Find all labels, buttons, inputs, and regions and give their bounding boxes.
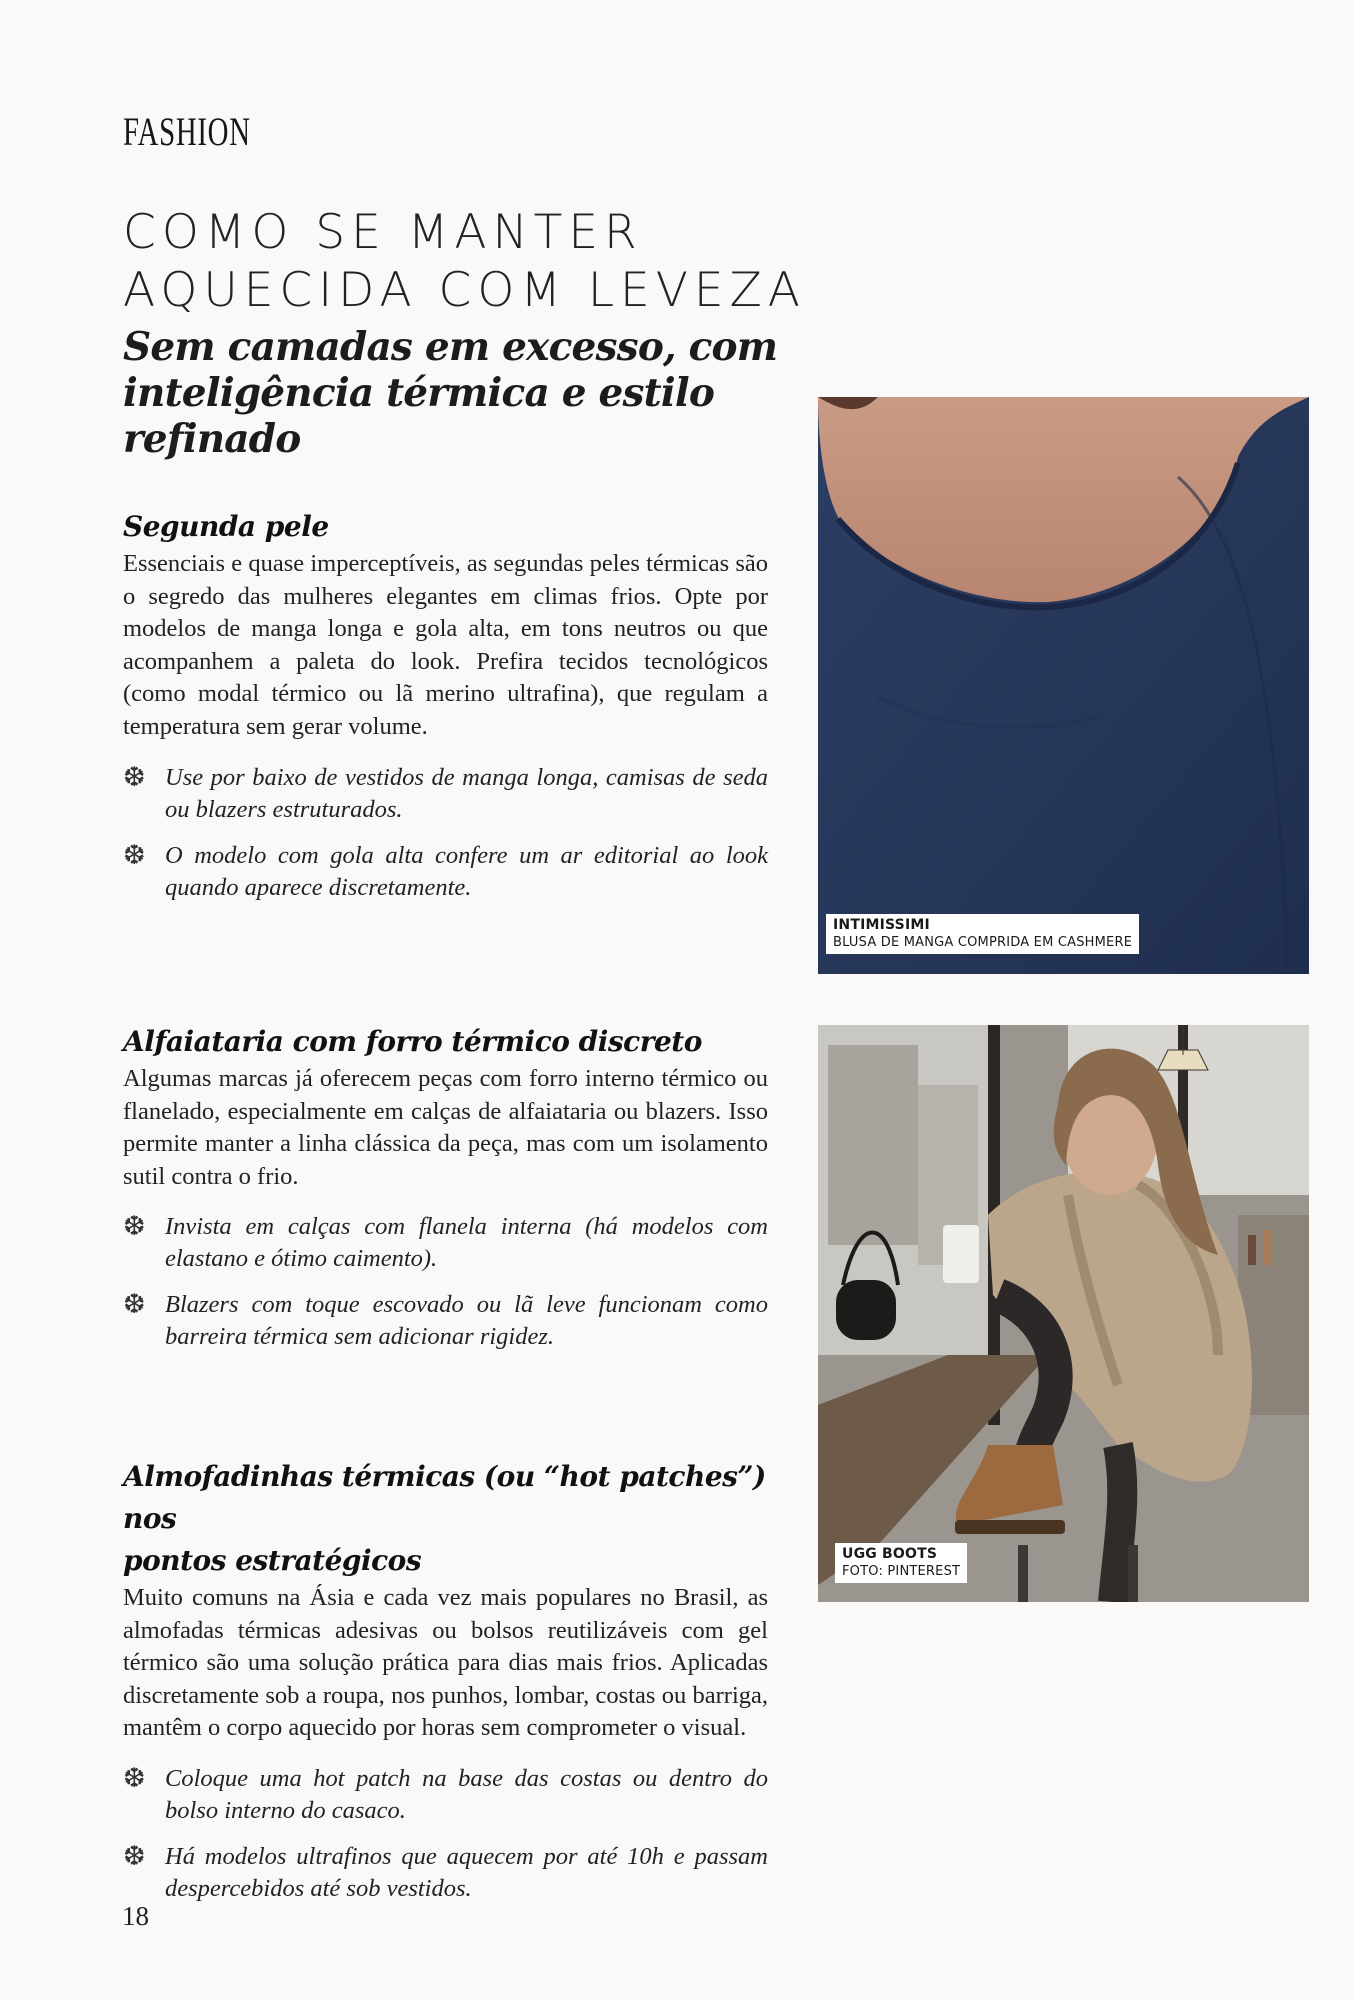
title-line-1: COMO SE MANTER [123,205,643,260]
section-body: Algumas marcas já oferecem peças com forro interno térmico ou flanelado, especialmente em calças de alfaiataria ou blazers. Isso permite manter a linha clássica da peça, mas com um isolamento sutil contra o frio. [123,1065,768,1190]
photo-navy-blouse [818,397,1309,974]
tip-text: Use por baixo de vestidos de manga longa, camisas de seda ou blazers estruturados. [165,763,768,823]
tip-item [123,1841,768,1905]
tip-item [123,1211,768,1275]
section-alfaiataria [123,1021,768,1367]
tip-text: Há modelos ultrafinos que aquecem por até 10h e passam despercebidos até sob vestidos. [165,1842,768,1902]
navy-blouse-illustration [818,397,1309,974]
photo-ugg-boots [818,1025,1309,1602]
section-segunda-pele [123,506,768,918]
heading-line-2: pontos estratégicos [123,1544,422,1577]
subtitle-line-2: inteligência térmica e estilo refinado [123,370,715,462]
section-almofadinhas [123,1456,768,1919]
tips-list [123,762,768,904]
section-body: Muito comuns na Ásia e cada vez mais populares no Brasil, as almofadas térmicas adesivas ou bolsos reutilizáveis com gel térmico são uma solução prática para dias mais frios. Aplicadas discretamente sob a roupa, nos punhos, lombar, costas ou barriga, mantêm o corpo aquecido por horas sem comprometer o visual. [123,1584,768,1742]
snowflake-icon: ❆ [123,839,146,871]
caption-brand: UGG BOOTS [842,1546,938,1562]
heading-line-1: Almofadinhas térmicas (ou “hot patches”) nos [123,1460,766,1535]
tips-list [123,1211,768,1353]
article-title [123,204,843,320]
tip-text: Blazers com toque escovado ou lã leve funcionam como barreira térmica sem adicionar rigidez. [165,1291,768,1351]
tip-item [123,762,768,826]
snowflake-icon: ❆ [123,761,146,793]
tip-item [123,840,768,904]
section-heading: Segunda pele [123,510,329,543]
snowflake-icon: ❆ [123,1289,146,1321]
section-body: Essenciais e quase imperceptíveis, as segundas peles térmicas são o segredo das mulheres elegantes em climas frios. Opte por modelos de manga longa e gola alta, em tons neutros ou que acompanhem a paleta do look. Prefira tecidos tecnológicos (como modal térmico ou lã merino ultrafina), que regulam a temperatura sem gerar volume. [123,550,768,740]
tips-list [123,1763,768,1905]
article-subtitle [123,324,803,462]
snowflake-icon: ❆ [123,1762,146,1794]
tip-item [123,1289,768,1353]
section-heading: Alfaiataria com forro térmico discreto [123,1025,702,1058]
snowflake-icon: ❆ [123,1840,146,1872]
tip-item [123,1763,768,1827]
section-kicker: FASHION [123,109,251,154]
photo-caption [835,1543,967,1583]
cafe-scene-illustration [818,1025,1309,1602]
photo-caption [826,914,1139,954]
title-line-2: AQUECIDA COM LEVEZA [123,263,806,318]
tip-text: Invista em calças com flanela interna (há modelos com elastano e ótimo caimento). [165,1213,768,1273]
caption-text: BLUSA DE MANGA COMPRIDA EM CASHMERE [833,935,1133,950]
snowflake-icon: ❆ [123,1211,146,1243]
caption-brand: INTIMISSIMI [833,917,930,933]
tip-text: Coloque uma hot patch na base das costas ou dentro do bolso interno do casaco. [165,1764,768,1824]
page-number: 18 [122,1901,149,1931]
tip-text: O modelo com gola alta confere um ar editorial ao look quando aparece discretamente. [165,841,768,901]
caption-text: FOTO: PINTEREST [842,1564,961,1579]
subtitle-line-1: Sem camadas em excesso, com [123,324,778,370]
section-heading [123,1456,768,1582]
